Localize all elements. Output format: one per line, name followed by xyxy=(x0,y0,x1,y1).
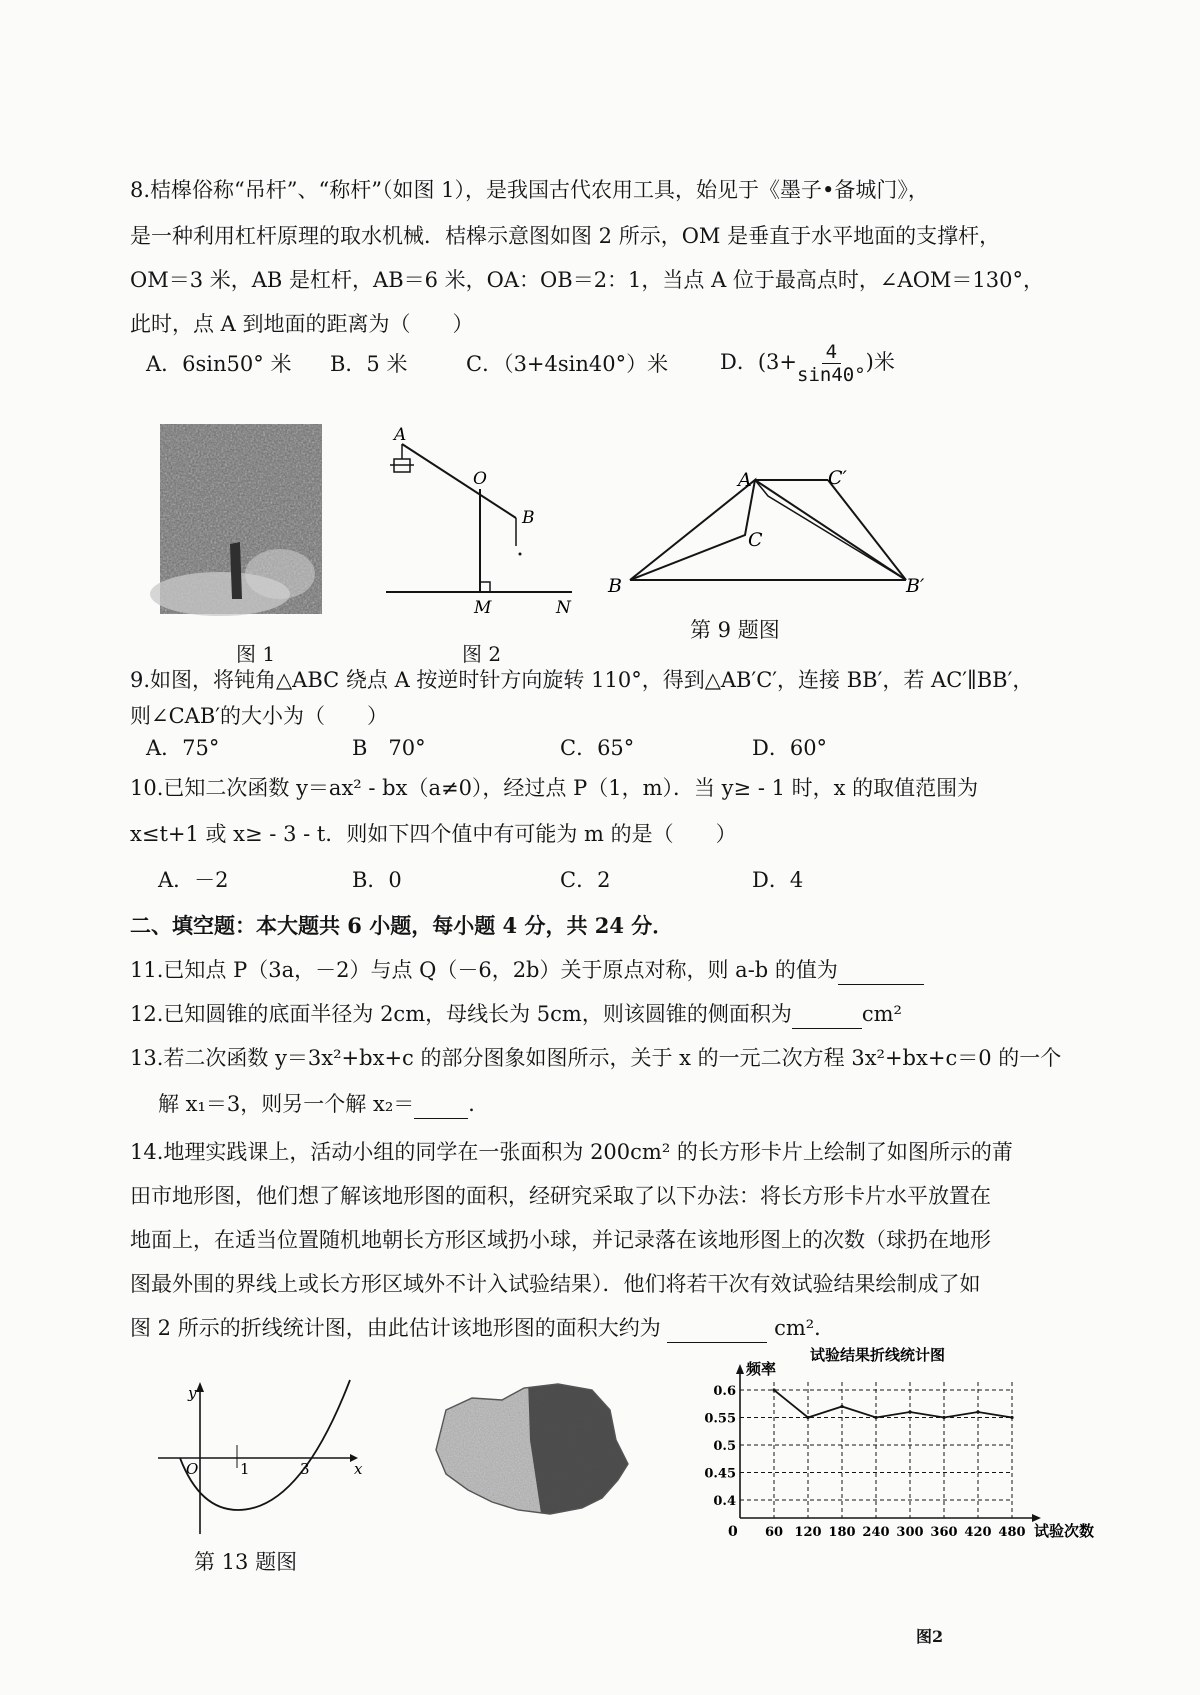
q13-graph-label-3: 3 xyxy=(300,1460,310,1478)
chart-x-tick-label: 120 xyxy=(794,1525,822,1540)
chart-x-label: 试验次数 xyxy=(1034,1522,1095,1540)
q8-option-d-denominator: sin40° xyxy=(797,364,866,386)
chart-data-point xyxy=(976,1410,979,1413)
q13-figure-graph xyxy=(150,1380,370,1540)
chart-y-tick-label: 0.5 xyxy=(713,1439,736,1454)
q9-figure-diagram xyxy=(600,460,940,600)
q8-option-b: B．5 米 xyxy=(330,352,408,376)
q8-figure-2-label-m: M xyxy=(474,598,492,618)
q8-option-d-suffix: )米 xyxy=(865,350,895,374)
q10-option-c: C．2 xyxy=(560,868,611,892)
chart-title: 试验结果折线统计图 xyxy=(810,1346,946,1364)
chart-data-point xyxy=(874,1416,877,1419)
chart-x-tick-label: 360 xyxy=(930,1525,958,1540)
chart-grid xyxy=(740,1382,1012,1518)
q9-figure-label-c-prime: C′ xyxy=(828,467,847,489)
chart-y-tick-label: 0.55 xyxy=(704,1411,736,1427)
q9-figure-caption: 第 9 题图 xyxy=(690,618,780,642)
q14-line-5-unit: cm²． xyxy=(774,1316,836,1340)
q8-line-2: 是一种利用杠杆原理的取水机械．桔槔示意图如图 2 所示，OM 是垂直于水平地面的支撑杆， xyxy=(130,224,1001,248)
q13-graph-label-y: y xyxy=(188,1384,197,1402)
chart-x-tick-label: 420 xyxy=(964,1525,992,1540)
q14-line-3: 地面上，在适当位置随机地朝长方形区域扔小球，并记录落在该地形图上的次数（球扔在地形 xyxy=(130,1228,991,1252)
q8-option-c: C．（3+4sin40°）米 xyxy=(466,352,669,376)
q14-figure-map xyxy=(432,1380,628,1520)
q9-option-d: D．60° xyxy=(752,736,828,760)
q13-line-1: 13.若二次函数 y＝3x²+bx+c 的部分图象如图所示，关于 x 的一元二次方程 3x²+bx+c＝0 的一个 xyxy=(130,1046,1062,1070)
chart-data-point xyxy=(942,1416,945,1419)
q9-option-b: B 70° xyxy=(352,736,426,760)
q13-graph-label-x: x xyxy=(354,1460,363,1478)
q13-figure-caption: 第 13 题图 xyxy=(194,1550,298,1574)
chart-x-axis-arrow xyxy=(1032,1514,1041,1522)
q8-figure-1-caption: 图 1 xyxy=(236,642,276,666)
q12-line xyxy=(130,1000,902,1029)
q10-line-1: 10.已知二次函数 y＝ax² - bx（a≠0），经过点 P（1，m）．当 y≥ - 1 时，x 的取值范围为 xyxy=(130,776,979,800)
q9-line-2: 则∠CAB′的大小为（ ） xyxy=(130,704,389,728)
q10-option-d: D．4 xyxy=(752,868,804,892)
chart-data-point xyxy=(772,1388,775,1391)
q9-option-a: A．75° xyxy=(146,736,220,760)
q8-figure-2-label-n: N xyxy=(556,598,571,618)
q8-option-d-numerator: 4 xyxy=(822,341,841,364)
chart-data-point xyxy=(806,1416,809,1419)
q8-figure-2-label-a: A xyxy=(394,425,407,445)
chart-axes xyxy=(736,1364,1041,1522)
q8-option-d xyxy=(720,341,895,386)
chart-series-line xyxy=(774,1390,1012,1418)
q8-figure-2-label-o: O xyxy=(473,469,487,489)
q8-figure-2-caption: 图 2 xyxy=(462,642,502,666)
q11-line xyxy=(130,956,924,985)
q14-line-5 xyxy=(130,1314,835,1343)
q9-figure-label-b-prime: B′ xyxy=(906,575,925,597)
chart-x-tick-label: 240 xyxy=(862,1525,890,1540)
q12-unit: cm² xyxy=(861,1002,902,1026)
chart-x-tick-label: 60 xyxy=(764,1525,784,1540)
q14-answer-blank[interactable] xyxy=(667,1314,767,1343)
chart-y-tick-label: 0.45 xyxy=(704,1466,736,1482)
chart-caption: 图2 xyxy=(916,1627,944,1646)
q9-line-1: 9.如图，将钝角△ABC 绕点 A 按逆时针方向旋转 110°，得到△AB′C′，连接 BB′，若 AC′∥BB′， xyxy=(130,668,1034,692)
chart-y-axis-arrow xyxy=(736,1364,744,1374)
q12-answer-blank[interactable] xyxy=(792,1000,862,1029)
q14-line-4: 图最外围的界线上或长方形区域外不计入试验结果）．他们将若干次有效试验结果绘制成了如 xyxy=(130,1272,981,1296)
q8-option-d-prefix: D．(3+ xyxy=(720,350,797,374)
q14-line-5-text: 图 2 所示的折线统计图，由此估计该地形图的面积大约为 xyxy=(130,1316,661,1340)
q9-option-c: C．65° xyxy=(560,736,635,760)
q13-line-2 xyxy=(158,1090,489,1119)
q8-figure-1-photo xyxy=(160,424,322,614)
q11-text: 11.已知点 P（3a，－2）与点 Q（－6，2b）关于原点对称，则 a-b 的值为 xyxy=(130,958,838,982)
q9-figure-label-b: B xyxy=(608,575,622,597)
chart-origin-label: 0 xyxy=(728,1524,738,1540)
q13-line-2-text: 解 x₁＝3，则另一个解 x₂＝ xyxy=(158,1092,415,1116)
chart-x-tick-label: 180 xyxy=(828,1525,856,1540)
q10-line-2: x≤t+1 或 x≥ - 3 - t．则如下四个值中有可能为 m 的是（ ） xyxy=(130,822,737,846)
q8-option-d-fraction xyxy=(797,341,866,386)
q11-answer-blank[interactable] xyxy=(838,956,924,985)
q8-option-a: A．6sin50° 米 xyxy=(146,352,292,376)
q14-line-2: 田市地形图，他们想了解该地形图的面积，经研究采取了以下办法：将长方形卡片水平放置在 xyxy=(130,1184,991,1208)
q13-graph-label-o: O xyxy=(186,1460,199,1478)
q8-line-3: OM＝3 米，AB 是杠杆，AB＝6 米，OA：OB＝2：1，当点 A 位于最高点时，∠AOM＝130°， xyxy=(130,268,1044,292)
q8-line-4: 此时，点 A 到地面的距离为（ ） xyxy=(130,312,474,336)
q9-figure-label-a: A xyxy=(738,469,752,491)
q13-line-2-end: ． xyxy=(468,1092,490,1116)
chart-data-point xyxy=(840,1405,843,1408)
chart-data-point xyxy=(1010,1416,1013,1419)
q12-text: 12.已知圆锥的底面半径为 2cm，母线长为 5cm，则该圆锥的侧面积为 xyxy=(130,1002,792,1026)
chart-y-label: 频率 xyxy=(746,1360,777,1378)
q14-line-chart xyxy=(700,1340,1095,1560)
q14-line-1: 14.地理实践课上，活动小组的同学在一张面积为 200cm² 的长方形卡片上绘制了如图所示的莆 xyxy=(130,1140,1013,1164)
q8-figure-2-label-b: B xyxy=(522,508,535,528)
section-2-heading: 二、填空题：本大题共 6 小题，每小题 4 分，共 24 分． xyxy=(130,913,674,938)
chart-y-tick-label: 0.6 xyxy=(713,1384,736,1399)
q8-figure-2-diagram xyxy=(380,424,580,624)
q10-option-b: B．0 xyxy=(352,868,402,892)
q13-answer-blank[interactable] xyxy=(414,1090,468,1119)
q10-option-a: A．－2 xyxy=(158,868,229,892)
chart-data-point xyxy=(908,1410,911,1413)
chart-y-tick-label: 0.4 xyxy=(713,1494,736,1509)
chart-x-tick-label: 300 xyxy=(896,1525,924,1540)
q9-figure-label-c: C xyxy=(748,529,763,551)
chart-x-tick-label: 480 xyxy=(998,1525,1026,1540)
q13-graph-label-1: 1 xyxy=(240,1460,250,1478)
q8-line-1: 8.桔槔俗称“吊杆”、“称杆”（如图 1），是我国古代农用工具，始见于《墨子•备城门》， xyxy=(130,178,929,202)
